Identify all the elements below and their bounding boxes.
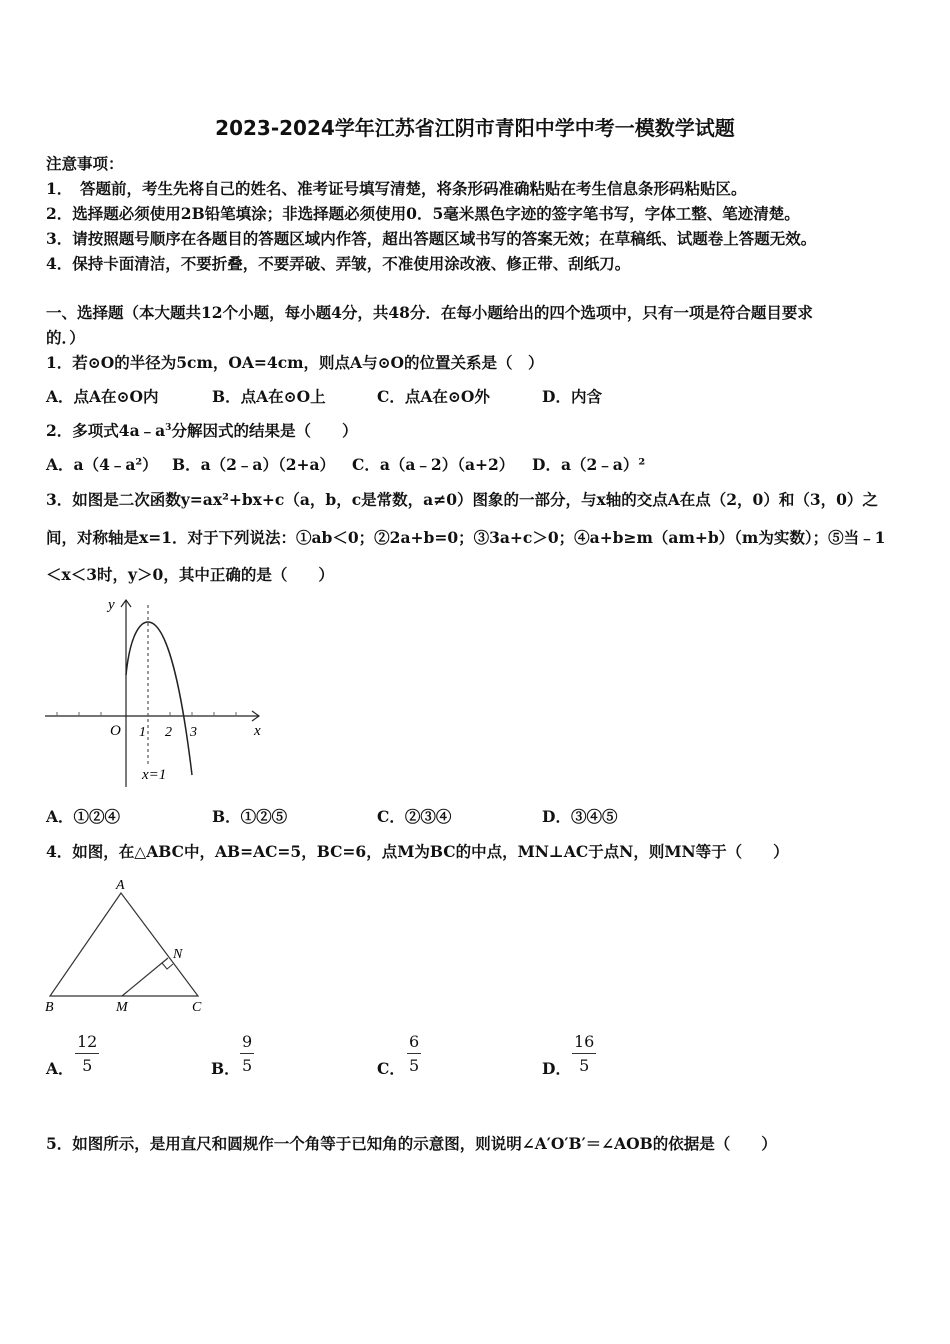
y-axis-label: y (108, 597, 115, 613)
q1-option-d: D．内含 (542, 387, 602, 406)
parabola-curve (126, 622, 192, 775)
q3-stem-line3: ＜x＜3时，y＞0，其中正确的是（ ） (46, 565, 334, 584)
q4-option-c-fraction (407, 1032, 421, 1075)
right-angle-mark (162, 963, 173, 969)
q1-option-c: C．点A在⊙O外 (377, 387, 490, 406)
q3-option-d: D．③④⑤ (542, 807, 618, 826)
q1-option-b: B．点A在⊙O上 (212, 387, 326, 406)
parabola-graph (40, 595, 270, 790)
q4-option-a-letter: A． (46, 1059, 74, 1078)
q2-stem-b: 分解因式的结果是（ ） (171, 421, 358, 440)
denominator: 5 (579, 1056, 590, 1075)
q2-stem-a: 2．多项式4a﹣a (46, 421, 166, 440)
numerator: 6 (407, 1032, 421, 1054)
tick-label-1: 1 (139, 725, 146, 740)
notice-item: 4．保持卡面清洁，不要折叠，不要弄破、弄皱，不准使用涂改液、修正带、刮纸刀。 (46, 254, 631, 273)
vertex-b-label: B (45, 1000, 54, 1015)
q4-option-a-fraction (75, 1032, 99, 1075)
notice-item: 2．选择题必须使用2B铅笔填涂；非选择题必须使用0．5毫米黑色字迹的签字笔书写，字体工整、笔迹清楚。 (46, 204, 800, 223)
q2-option-a: A．a（4﹣a²） (46, 455, 158, 474)
q4-option-d-letter: D． (542, 1059, 571, 1078)
q2-exponent: 3 (165, 422, 172, 433)
q3-option-c: C．②③④ (377, 807, 452, 826)
symmetry-axis-label: x=1 (142, 767, 167, 783)
q5-stem: 5．如图所示，是用直尺和圆规作一个角等于已知角的示意图，则说明∠A′O′B′＝∠AOB的依据是（ ） (46, 1134, 777, 1153)
q4-option-d-fraction (572, 1032, 596, 1075)
vertex-a-label: A (116, 878, 125, 893)
q2-stem (46, 419, 357, 441)
tick-label-2: 2 (165, 725, 172, 740)
triangle-abc (50, 893, 198, 996)
numerator: 12 (75, 1032, 99, 1054)
vertex-c-label: C (192, 1000, 202, 1015)
q3-stem-line1: 3．如图是二次函数y=ax²+bx+c（a，b，c是常数，a≠0）图象的一部分，与x轴的交点A在点（2，0）和（3，0）之 (46, 490, 878, 509)
q3-option-b: B．①②⑤ (212, 807, 288, 826)
q3-stem-line2: 间，对称轴是x=1．对于下列说法：①ab＜0；②2a+b=0；③3a+c＞0；④a+b≥m（am+b）（m为实数）；⑤当﹣1 (46, 528, 886, 547)
denominator: 5 (82, 1056, 93, 1075)
q1-stem: 1．若⊙O的半径为5cm，OA=4cm，则点A与⊙O的位置关系是（ ） (46, 353, 544, 372)
denominator: 5 (409, 1056, 420, 1075)
q4-option-b-fraction (240, 1032, 254, 1075)
point-m-label: M (116, 1000, 128, 1015)
q2-option-c: C．a（a﹣2）（a+2） (352, 455, 515, 474)
point-n-label: N (173, 947, 183, 962)
denominator: 5 (242, 1056, 253, 1075)
notice-item: 1． 答题前，考生先将自己的姓名、准考证号填写清楚，将条形码准确粘贴在考生信息条形码粘贴区。 (46, 179, 747, 198)
section-heading: 一、选择题（本大题共12个小题，每小题4分，共48分．在每小题给出的四个选项中，只有一项是符合题目要求 (46, 303, 813, 322)
section-heading-cont: 的．） (46, 328, 85, 347)
page-title: 2023-2024学年江苏省江阴市青阳中学中考一模数学试题 (215, 116, 735, 140)
notice-item: 3．请按照题号顺序在各题目的答题区域内作答，超出答题区域书写的答案无效；在草稿纸、试题卷上答题无效。 (46, 229, 817, 248)
q4-option-b-letter: B． (211, 1059, 240, 1078)
numerator: 16 (572, 1032, 596, 1054)
q2-option-d: D．a（2﹣a）² (532, 455, 646, 474)
triangle-figure (40, 875, 220, 1015)
q4-option-c-letter: C． (377, 1059, 405, 1078)
x-axis-label: x (254, 723, 261, 739)
q3-option-a: A．①②④ (46, 807, 121, 826)
q1-option-a: A．点A在⊙O内 (46, 387, 159, 406)
tick-label-3: 3 (190, 725, 197, 740)
q2-option-b: B．a（2﹣a）（2+a） (172, 455, 336, 474)
notice-heading: 注意事项： (46, 154, 124, 173)
segment-mn (122, 958, 168, 996)
origin-label: O (110, 723, 121, 739)
numerator: 9 (240, 1032, 254, 1054)
q4-stem: 4．如图，在△ABC中，AB=AC=5，BC=6，点M为BC的中点，MN⊥AC于点N，则MN等于（ ） (46, 842, 789, 861)
